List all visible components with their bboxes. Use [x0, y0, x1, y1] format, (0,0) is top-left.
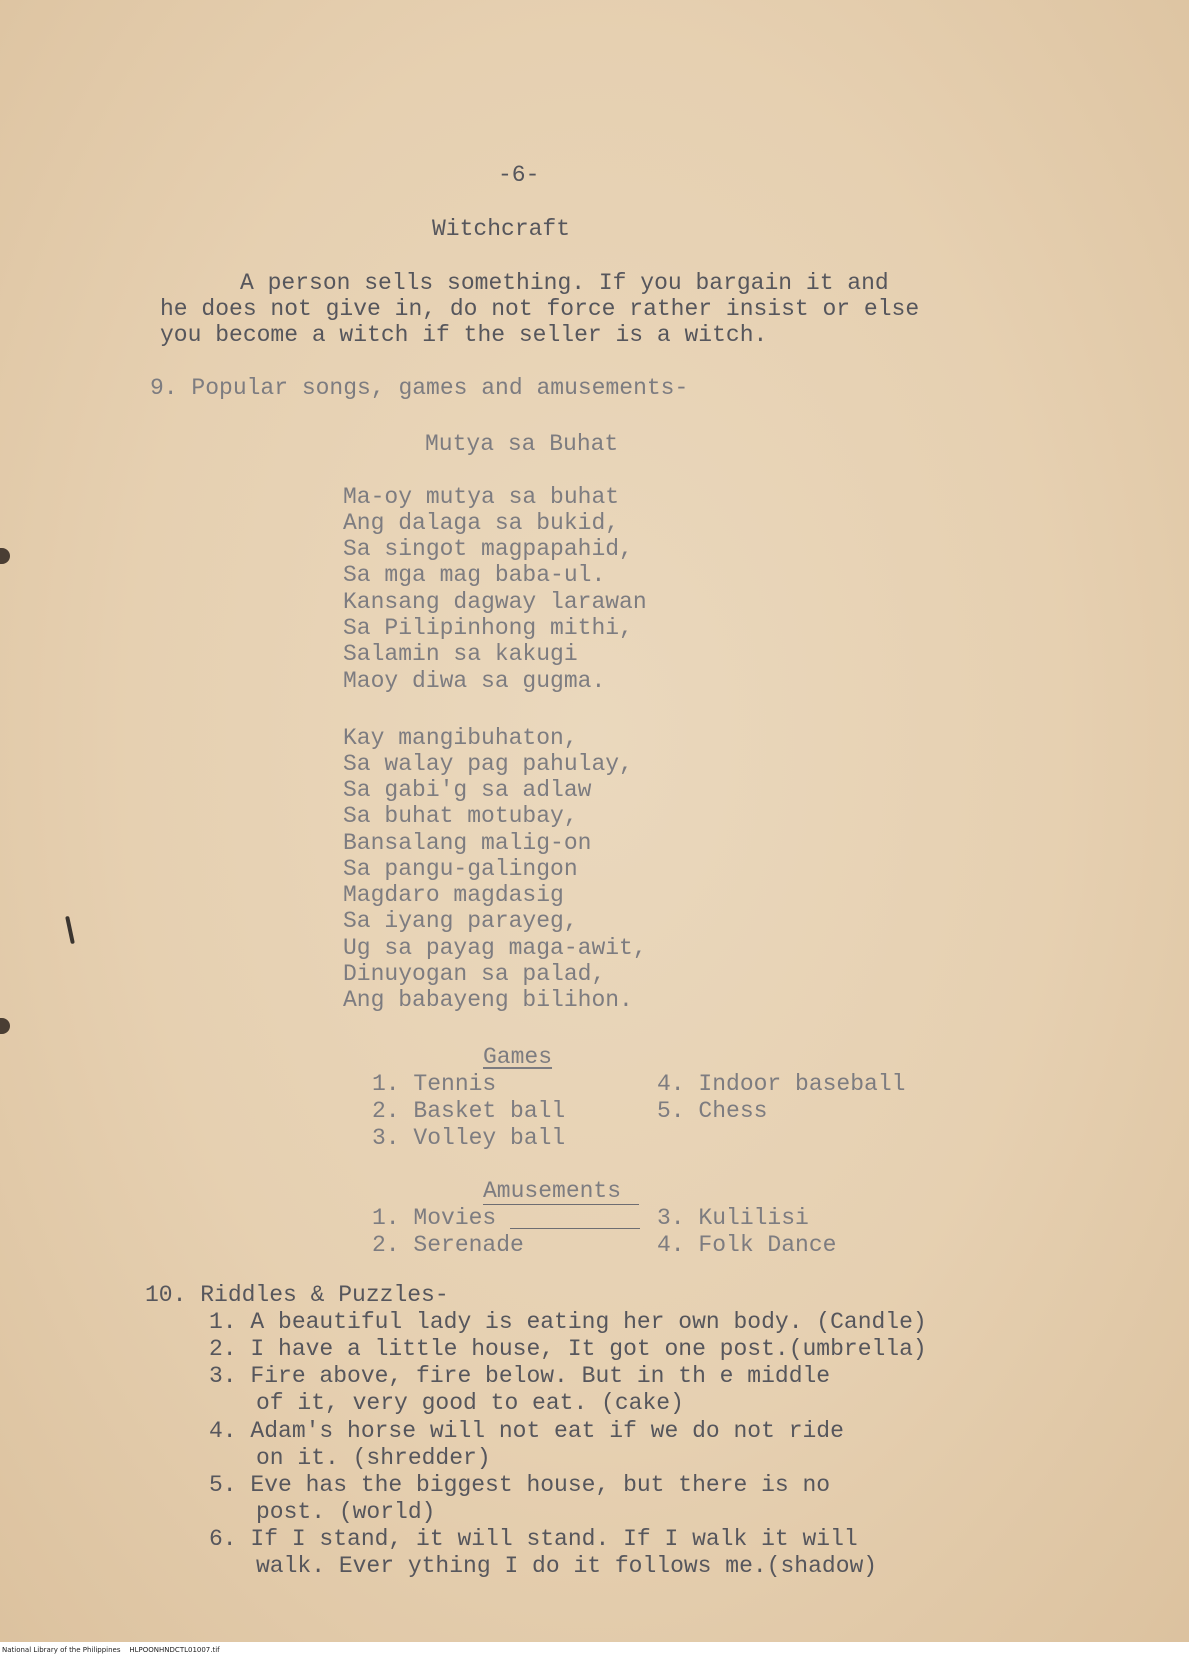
games-item: 4. Indoor baseball	[657, 1071, 906, 1097]
song-line: Kay mangibuhaton,	[343, 725, 578, 751]
amusements-item: 3. Kulilisi	[657, 1205, 809, 1231]
witchcraft-title: Witchcraft	[432, 216, 571, 242]
song-line: Sa gabi'g sa adlaw	[343, 777, 592, 803]
riddle-line: on it. (shredder)	[256, 1445, 491, 1471]
games-item: 5. Chess	[657, 1098, 768, 1124]
ink-mark	[65, 916, 75, 944]
riddle-line: 1. A beautiful lady is eating her own body. (Candle)	[209, 1309, 927, 1335]
song-line: Sa singot magpapahid,	[343, 536, 633, 562]
amusements-item: 2. Serenade	[372, 1232, 524, 1258]
witchcraft-line: A person sells something. If you bargain it and	[240, 270, 889, 296]
games-item: 1. Tennis	[372, 1071, 497, 1097]
section-9-heading: 9. Popular songs, games and amusements-	[150, 375, 689, 401]
song-title: Mutya sa Buhat	[425, 431, 619, 457]
games-item: 2. Basket ball	[372, 1098, 566, 1124]
song-line: Bansalang malig-on	[343, 830, 592, 856]
amusements-item: 1. Movies	[372, 1205, 497, 1231]
song-line: Sa pangu-galingon	[343, 856, 578, 882]
section-10-heading: 10. Riddles & Puzzles-	[145, 1282, 449, 1308]
amusements-underline	[483, 1204, 639, 1205]
song-line: Ma-oy mutya sa buhat	[343, 484, 620, 510]
song-line: Dinuyogan sa palad,	[343, 961, 606, 987]
amusements-item: 4. Folk Dance	[657, 1232, 837, 1258]
page-number: -6-	[498, 162, 540, 188]
song-line: Sa buhat motubay,	[343, 803, 578, 829]
amusements-heading: Amusements	[483, 1178, 622, 1204]
song-line: Sa walay pag pahulay,	[343, 751, 633, 777]
song-line: Kansang dagway larawan	[343, 589, 647, 615]
riddle-line: walk. Ever ything I do it follows me.(shadow)	[256, 1553, 878, 1579]
games-heading: Games	[483, 1044, 553, 1070]
binding-hole	[0, 1018, 10, 1034]
riddle-line: 3. Fire above, fire below. But in th e middle	[209, 1363, 831, 1389]
song-line: Magdaro magdasig	[343, 882, 564, 908]
witchcraft-line: you become a witch if the seller is a witch.	[160, 322, 768, 348]
riddle-line: 5. Eve has the biggest house, but there is no	[209, 1472, 831, 1498]
scan-footer: National Library of the Philippines HLPOONHNDCTL01007.tif	[0, 1642, 1189, 1658]
song-line: Sa mga mag baba-ul.	[343, 562, 606, 588]
amusements-rule	[510, 1228, 640, 1229]
witchcraft-line: he does not give in, do not force rather insist or else	[160, 296, 920, 322]
song-line: Ang dalaga sa bukid,	[343, 510, 620, 536]
song-line: Sa Pilipinhong mithi,	[343, 615, 633, 641]
song-line: Maoy diwa sa gugma.	[343, 668, 606, 694]
song-line: Salamin sa kakugi	[343, 641, 578, 667]
riddle-line: 4. Adam's horse will not eat if we do not ride	[209, 1418, 844, 1444]
riddle-line: post. (world)	[256, 1499, 436, 1525]
games-item: 3. Volley ball	[372, 1125, 566, 1151]
binding-hole	[0, 548, 10, 564]
riddle-line: 6. If I stand, it will stand. If I walk it will	[209, 1526, 858, 1552]
riddle-line: 2. I have a little house, It got one post.(umbrella)	[209, 1336, 927, 1362]
song-line: Ang babayeng bilihon.	[343, 987, 633, 1013]
song-line: Ug sa payag maga-awit,	[343, 935, 647, 961]
song-line: Sa iyang parayeg,	[343, 908, 578, 934]
riddle-line: of it, very good to eat. (cake)	[256, 1390, 684, 1416]
